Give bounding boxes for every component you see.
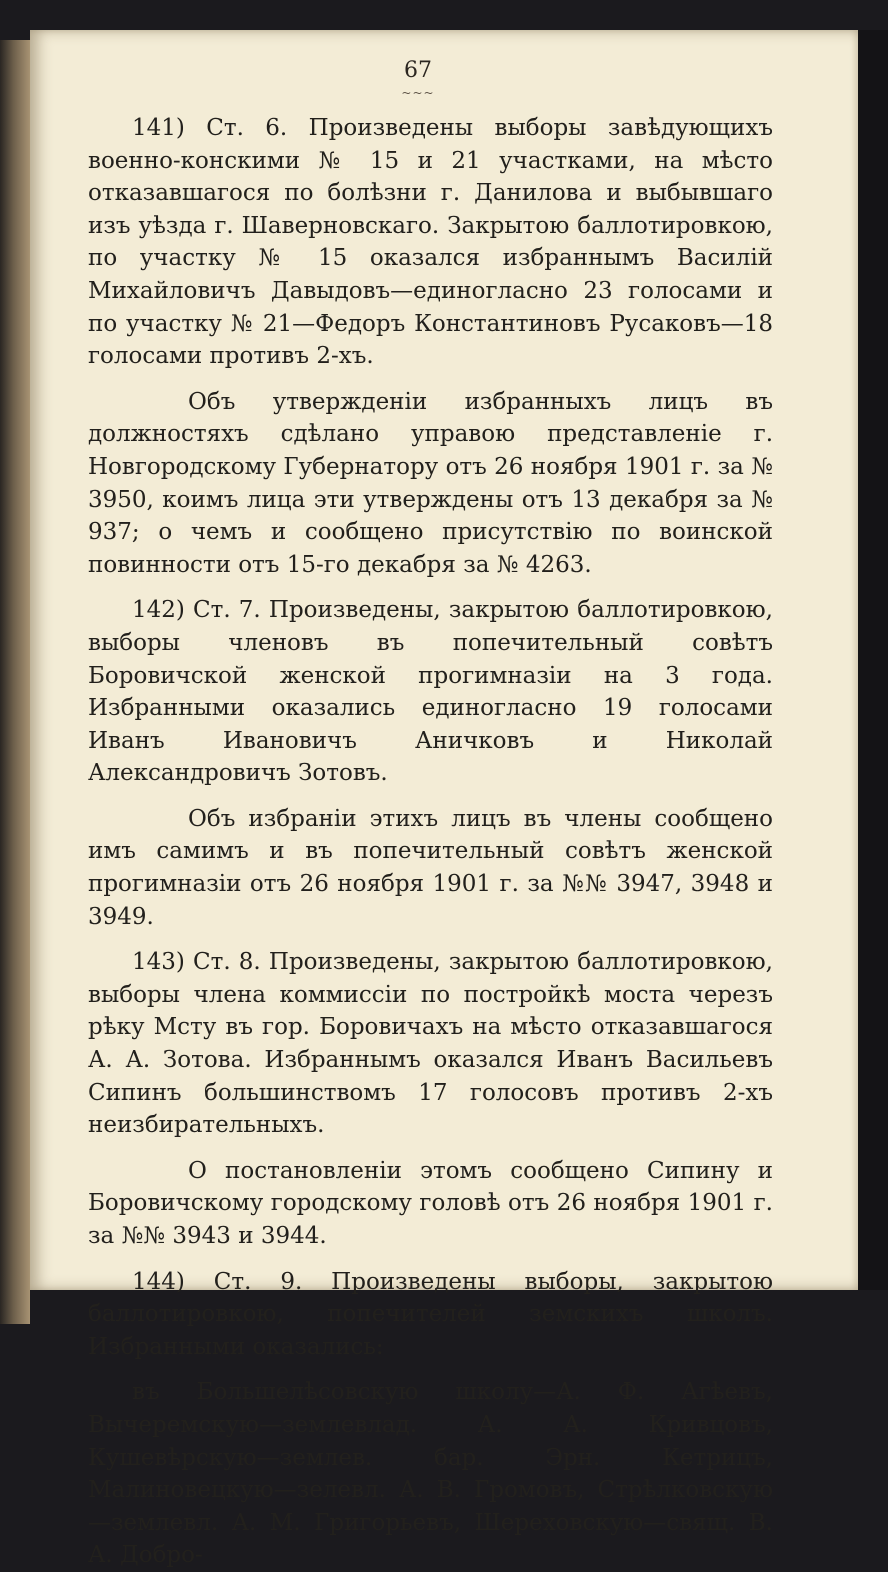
paragraph-141: 141) Ст. 6. Произведены выборы завѣдующихъ военно-конскими № 15 и 21 участками, на мѣсто отказавшагося по болѣзни г. Данилова и выбывшаго изъ уѣзда г. Шаверновскаго. Закрытою баллотировкою, по участку № 15 оказался избраннымъ Василій Михайловичъ Давыдовъ—единогласно 23 голосами и по участку № 21—Федоръ Константиновъ Русаковъ—18 голосами противъ 2-хъ. bbox=[88, 115, 773, 370]
left-page-edge bbox=[0, 40, 30, 1324]
paragraph-142-note: Объ избраніи этихъ лицъ въ члены сообщено имъ самимъ и въ попечительный совѣтъ женской прогимназіи отъ 26 ноября 1901 г. за №№ 3947, 3948 и 3949. bbox=[88, 805, 773, 930]
paragraph-143-note: О постановленіи этомъ сообщено Сипину и Боровичскому городскому головѣ отъ 26 ноября 1901 г. за №№ 3943 и 3944. bbox=[88, 1157, 773, 1249]
scan-background bbox=[858, 30, 888, 1290]
page-number-ornament: ~~~ bbox=[401, 86, 435, 100]
page-text bbox=[88, 112, 773, 1572]
paragraph-141-note: Объ утвержденіи избранныхъ лицъ въ должностяхъ сдѣлано управою представленіе г. Новгородскому Губернатору отъ 26 ноября 1901 г. за № 3950, коимъ лица эти утверждены отъ 13 декабря за № 937; о чемъ и сообщено присутствію по воинской повинности отъ 15-го декабря за № 4263. bbox=[88, 388, 773, 578]
paragraph-142: 142) Ст. 7. Произведены, закрытою баллотировкою, выборы членовъ въ попечительный совѣтъ Боровичской женской прогимназіи на 3 года. Избранными оказались единогласно 19 голосами Иванъ Ивановичъ Аничковъ и Николай Александровичъ Зотовъ. bbox=[88, 597, 773, 787]
paragraph-144-list: въ Большелѣсовскую школу—А. Ф. Агѣевъ, Вычеремскую—землевлад. А. А. Кривцовъ, Кушевѣрскую—землев. бар. Эрн. Кетрицъ, Малиновецкую—зелевл. А. В. Громовъ, Стрѣлковскую—землевл. А. М. Григорьевъ, Шереховскую—свящ. В. А. Добро- bbox=[88, 1379, 773, 1569]
paragraph-144: 144) Ст. 9. Произведены выборы, закрытою баллотировкою, попечителей земскихъ школъ. Избранными оказались: bbox=[88, 1268, 773, 1360]
page-number: 67 bbox=[404, 58, 432, 83]
paragraph-143: 143) Ст. 8. Произведены, закрытою баллотировкою, выборы члена коммиссіи по постройкѣ моста черезъ рѣку Мсту въ гор. Боровичахъ на мѣсто отказавшагося А. А. Зотова. Избраннымъ оказался Иванъ Васильевъ Сипинъ большинствомъ 17 голосовъ противъ 2-хъ неизбирательныхъ. bbox=[88, 949, 773, 1139]
